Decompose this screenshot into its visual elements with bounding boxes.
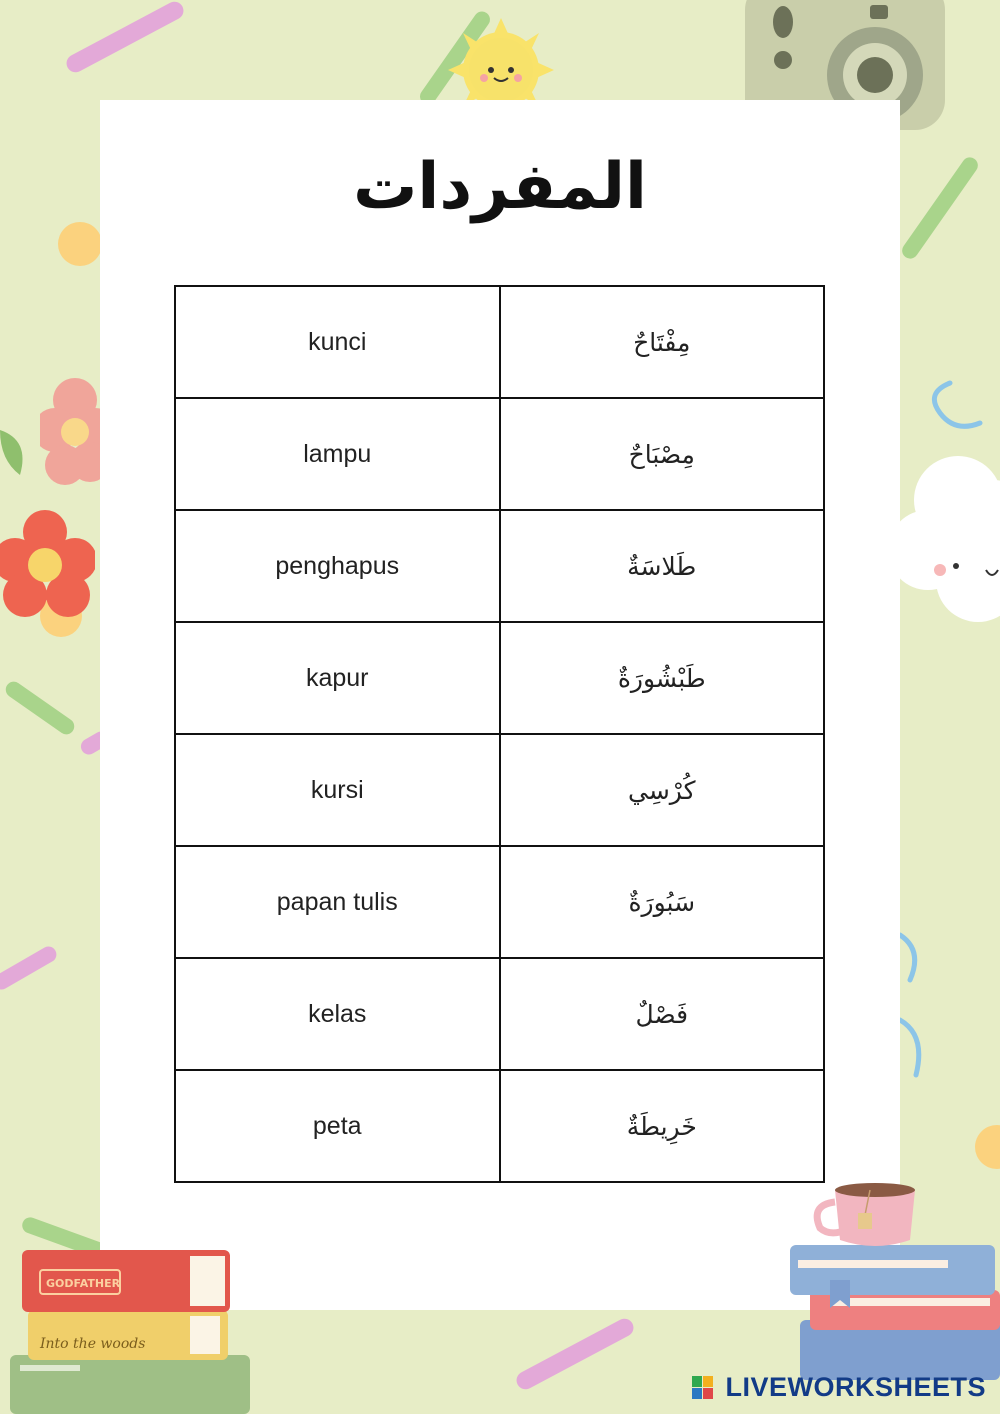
decor-stick (0, 944, 59, 993)
latin-word: papan tulis (175, 846, 500, 958)
arabic-word: طَلاسَةٌ (500, 510, 825, 622)
table-row (175, 398, 824, 510)
latin-word: peta (175, 1070, 500, 1182)
decor-stick (3, 679, 78, 738)
squiggle-icon (898, 925, 938, 1085)
table-row (175, 846, 824, 958)
latin-word: lampu (175, 398, 500, 510)
flower-icon (0, 510, 95, 620)
table-row (175, 958, 824, 1070)
arabic-word: مِصْبَاحٌ (500, 398, 825, 510)
brand-watermark: LIVEWORKSHEETS (725, 1372, 986, 1402)
latin-word: penghapus (175, 510, 500, 622)
table-row (175, 1070, 824, 1182)
table-row (175, 510, 824, 622)
latin-word: kunci (175, 286, 500, 398)
table-row (175, 622, 824, 734)
table-row (175, 286, 824, 398)
arabic-word: سَبُورَةٌ (500, 846, 825, 958)
latin-word: kursi (175, 734, 500, 846)
arabic-word: مِفْتَاحٌ (500, 286, 825, 398)
latin-word: kapur (175, 622, 500, 734)
decor-stick (513, 1316, 636, 1393)
book-title: GODFATHER (46, 1277, 121, 1290)
squiggle-icon (920, 378, 990, 458)
page-title: المفردات (353, 150, 647, 224)
cloud-icon (898, 440, 1000, 640)
arabic-word: فَصْلٌ (500, 958, 825, 1070)
arabic-word: طَبْشُورَةٌ (500, 622, 825, 734)
leaf-icon (0, 420, 40, 480)
latin-word: kelas (175, 958, 500, 1070)
books-stack-icon (0, 1240, 260, 1414)
decor-dot (975, 1125, 1000, 1169)
decor-dot (58, 222, 102, 266)
liveworksheets-logo-icon (692, 1376, 714, 1400)
arabic-word: خَرِيطَةٌ (500, 1070, 825, 1182)
decor-stick (63, 0, 186, 75)
book-title: Into the woods (40, 1336, 146, 1352)
table-row (175, 734, 824, 846)
books-mug-icon (770, 1180, 1000, 1380)
arabic-word: كُرْسِي (500, 734, 825, 846)
vocabulary-table (174, 285, 825, 1183)
